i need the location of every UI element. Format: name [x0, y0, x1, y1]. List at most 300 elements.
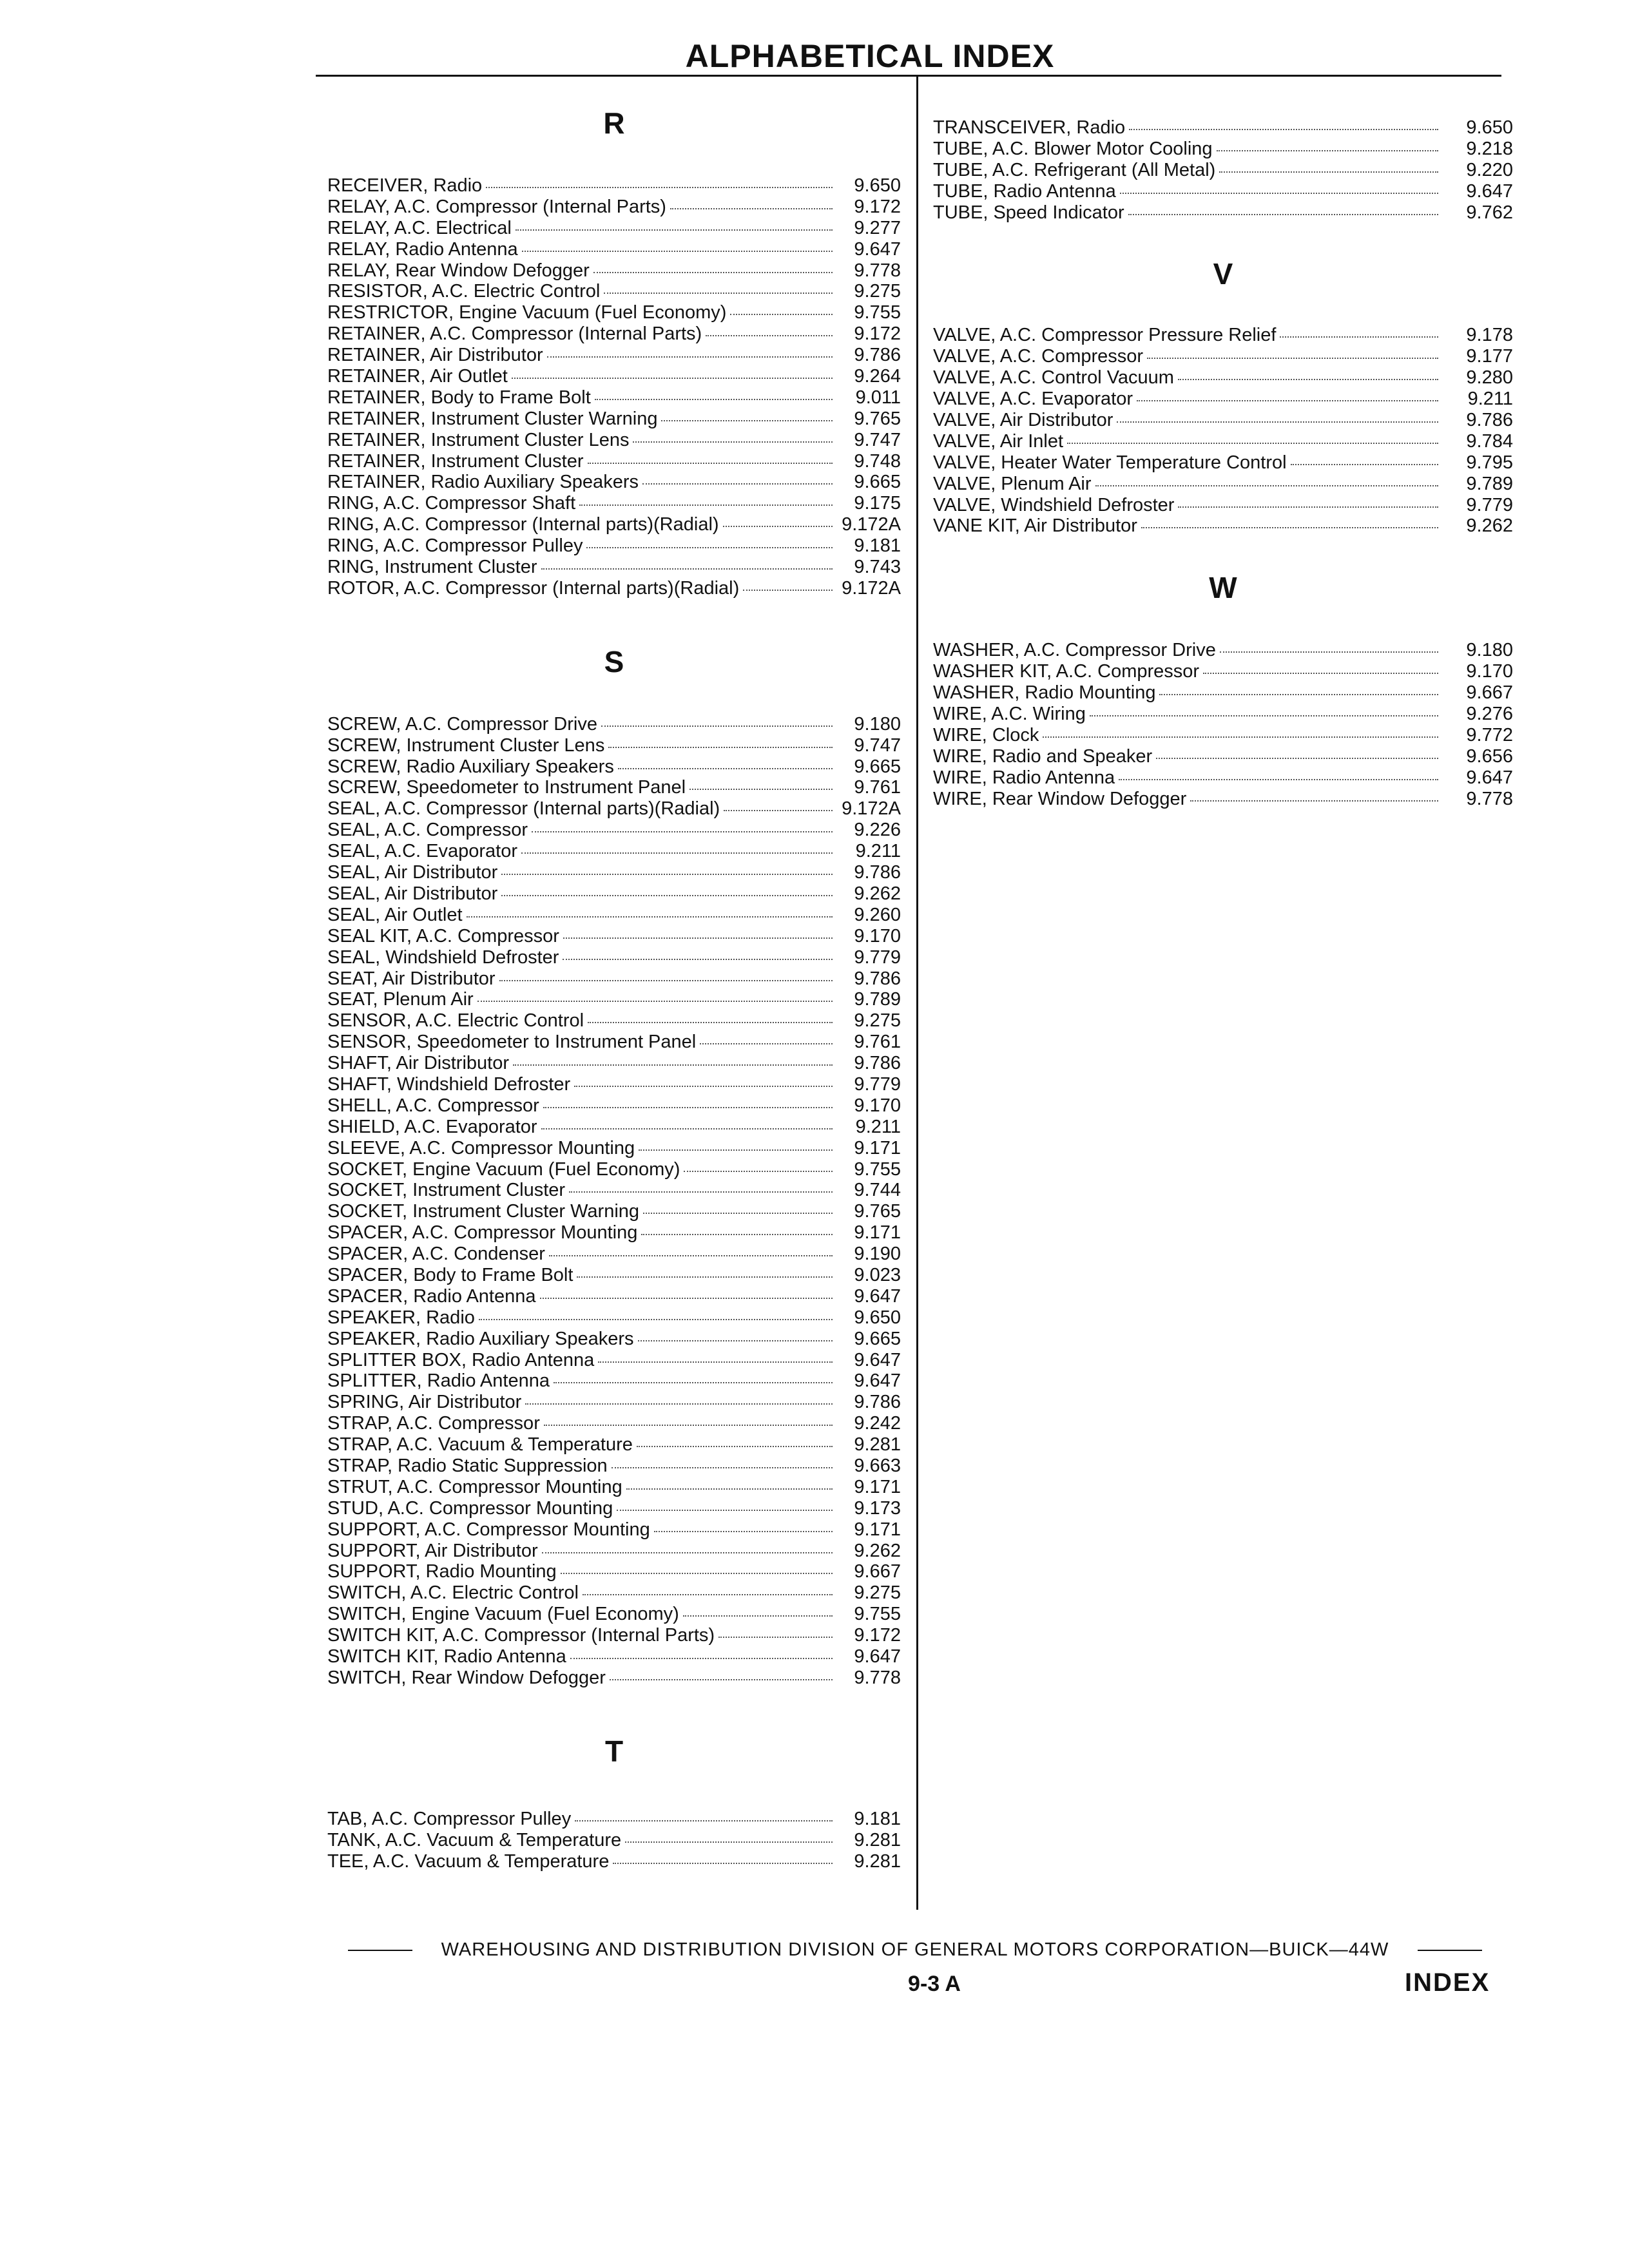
index-entry	[327, 535, 901, 557]
index-entry	[327, 926, 901, 947]
dot-leader	[499, 980, 833, 981]
dot-leader	[593, 272, 833, 273]
entry-label: VALVE, Heater Water Temperature Control	[933, 452, 1287, 473]
index-section	[327, 642, 901, 1689]
entry-label: SEAL, Air Outlet	[327, 904, 463, 925]
index-entry	[327, 777, 901, 798]
index-entry	[327, 1032, 901, 1053]
index-entry	[933, 181, 1513, 202]
entry-page: 9.178	[1466, 325, 1513, 346]
entry-label: WIRE, Radio and Speaker	[933, 745, 1153, 767]
entry-page: 9.647	[1466, 180, 1513, 202]
entry-page: 9.656	[1466, 745, 1513, 767]
entry-label: TANK, A.C. Vacuum & Temperature	[327, 1829, 622, 1850]
entry-page: 9.211	[855, 1116, 901, 1137]
dot-leader	[743, 590, 833, 591]
left-column	[327, 103, 901, 1872]
entry-label: WIRE, A.C. Wiring	[933, 704, 1086, 725]
entry-label: RELAY, Radio Antenna	[327, 238, 518, 260]
dot-leader	[1280, 336, 1438, 338]
entry-label: VALVE, A.C. Compressor Pressure Relief	[933, 325, 1277, 346]
dot-leader	[689, 789, 833, 790]
entry-label: SWITCH KIT, Radio Antenna	[327, 1646, 566, 1667]
entry-label: RETAINER, Air Distributor	[327, 345, 543, 366]
entry-page: 9.280	[1466, 367, 1513, 389]
index-entry	[327, 578, 901, 599]
entry-page: 9.172	[854, 323, 901, 345]
entry-page: 9.765	[854, 1201, 901, 1222]
entry-label: RESTRICTOR, Engine Vacuum (Fuel Economy)	[327, 302, 727, 323]
index-entry	[327, 281, 901, 302]
dot-leader	[543, 1107, 833, 1108]
entry-label: SEAL, A.C. Evaporator	[327, 841, 517, 862]
dot-leader	[670, 208, 833, 209]
entry-label: RETAINER, Radio Auxiliary Speakers	[327, 472, 639, 493]
entry-label: SCREW, Instrument Cluster Lens	[327, 735, 605, 756]
index-entry	[327, 451, 901, 472]
dot-leader	[1120, 193, 1438, 194]
entry-label: SENSOR, A.C. Electric Control	[327, 1010, 584, 1032]
entry-label: SWITCH, A.C. Electric Control	[327, 1582, 579, 1604]
entry-page: 9.786	[854, 1392, 901, 1413]
dot-leader	[549, 1255, 833, 1256]
entry-label: VALVE, Air Distributor	[933, 410, 1113, 431]
entry-page: 9.181	[854, 535, 901, 557]
index-entry	[327, 1498, 901, 1519]
index-entry	[327, 1625, 901, 1646]
entry-page: 9.747	[854, 429, 901, 450]
index-entry	[327, 1519, 901, 1541]
dot-leader	[467, 916, 833, 918]
entry-label: ROTOR, A.C. Compressor (Internal parts)(Radial)	[327, 577, 740, 599]
entry-page: 9.778	[854, 260, 901, 281]
index-entry	[327, 323, 901, 345]
entry-label: SHELL, A.C. Compressor	[327, 1095, 539, 1116]
index-entry	[327, 798, 901, 820]
section-letter: S	[604, 644, 624, 678]
dot-leader	[598, 1361, 833, 1363]
entry-page: 9.262	[854, 883, 901, 904]
entry-label: SWITCH KIT, A.C. Compressor (Internal Parts)	[327, 1625, 715, 1646]
entry-label: SCREW, Speedometer to Instrument Panel	[327, 777, 686, 798]
entry-label: RETAINER, Instrument Cluster Warning	[327, 408, 658, 429]
entry-page: 9.177	[1466, 346, 1513, 367]
index-entry	[327, 1265, 901, 1286]
section-letter: T	[604, 1734, 624, 1768]
index-entry	[327, 1456, 901, 1477]
entry-label: SHIELD, A.C. Evaporator	[327, 1116, 537, 1137]
index-entry	[327, 1477, 901, 1498]
entry-page: 9.755	[854, 1158, 901, 1180]
entry-page: 9.281	[854, 1434, 901, 1456]
entry-page: 9.789	[854, 989, 901, 1010]
dot-leader	[1190, 800, 1438, 802]
entry-page: 9.171	[854, 1519, 901, 1540]
entry-page: 9.171	[854, 1137, 901, 1158]
column-divider	[916, 77, 918, 1910]
entry-label: SCREW, Radio Auxiliary Speakers	[327, 756, 614, 777]
entry-label: SEAL KIT, A.C. Compressor	[327, 925, 559, 947]
dot-leader	[486, 187, 833, 188]
entry-label: SOCKET, Instrument Cluster Warning	[327, 1201, 640, 1222]
index-entry	[327, 989, 901, 1010]
dot-leader	[479, 1319, 833, 1320]
entry-page: 9.786	[1466, 410, 1513, 431]
dot-leader	[643, 1213, 833, 1214]
dot-leader	[570, 1658, 833, 1659]
dot-leader	[637, 1446, 833, 1447]
entry-page: 9.211	[855, 841, 901, 862]
entry-page: 9.667	[1466, 682, 1513, 704]
dot-leader	[569, 1191, 833, 1193]
dot-leader	[554, 1382, 833, 1383]
index-entry	[327, 1117, 901, 1138]
index-entry	[327, 1329, 901, 1350]
entry-label: SENSOR, Speedometer to Instrument Panel	[327, 1032, 697, 1053]
index-entry	[933, 661, 1513, 682]
dot-leader	[541, 568, 833, 570]
entry-label: TUBE, Speed Indicator	[933, 202, 1124, 223]
index-entry	[327, 557, 901, 578]
footer-text: WAREHOUSING AND DISTRIBUTION DIVISION OF GENERAL MOTORS CORPORATION—BUICK—44W	[441, 1939, 1389, 1960]
index-entry	[933, 474, 1513, 495]
entry-page: 9.172A	[842, 514, 901, 535]
entry-label: VALVE, Windshield Defroster	[933, 494, 1175, 515]
dot-leader	[1067, 443, 1438, 444]
entry-page: 9.647	[854, 1370, 901, 1392]
entry-page: 9.242	[854, 1413, 901, 1434]
dot-leader	[661, 420, 833, 421]
dot-leader	[1203, 673, 1438, 674]
entry-label: TAB, A.C. Compressor Pulley	[327, 1808, 572, 1829]
entry-label: SUPPORT, Air Distributor	[327, 1540, 538, 1561]
entry-page: 9.778	[1466, 788, 1513, 809]
entry-page: 9.190	[854, 1244, 901, 1265]
entry-label: VALVE, A.C. Compressor	[933, 346, 1144, 367]
index-entry	[933, 452, 1513, 474]
index-entry	[327, 430, 901, 451]
index-entry	[327, 514, 901, 535]
entry-list	[327, 175, 901, 599]
dot-leader	[700, 1043, 833, 1044]
entry-page: 9.665	[854, 756, 901, 777]
page-title: ALPHABETICAL INDEX	[685, 38, 1055, 74]
entry-label: RESISTOR, A.C. Electric Control	[327, 281, 601, 302]
entry-page: 9.011	[855, 387, 901, 408]
index-entry	[327, 408, 901, 430]
index-entry	[327, 1646, 901, 1667]
entry-label: WIRE, Radio Antenna	[933, 767, 1115, 788]
index-entry	[327, 1413, 901, 1434]
entry-page: 9.180	[1466, 640, 1513, 661]
entry-label: RELAY, A.C. Electrical	[327, 217, 512, 238]
entry-page: 9.786	[854, 862, 901, 883]
entry-label: WASHER, Radio Mounting	[933, 682, 1156, 704]
entry-page: 9.262	[1466, 515, 1513, 537]
dot-leader	[522, 251, 833, 252]
entry-label: VALVE, A.C. Control Vacuum	[933, 367, 1174, 389]
entry-page: 9.748	[854, 450, 901, 472]
dot-leader	[501, 874, 833, 875]
index-entry	[327, 1851, 901, 1872]
index-entry	[327, 260, 901, 282]
right-column	[933, 117, 1513, 809]
entry-label: RING, A.C. Compressor Shaft	[327, 493, 576, 514]
index-entry	[327, 366, 901, 387]
dot-leader	[1128, 214, 1438, 215]
dot-leader	[547, 356, 833, 358]
entry-page: 9.170	[854, 925, 901, 947]
entry-page: 9.277	[854, 217, 901, 238]
entry-label: SPACER, Radio Antenna	[327, 1285, 536, 1307]
dot-leader	[586, 547, 833, 548]
entry-page: 9.172	[854, 196, 901, 217]
index-entry	[327, 1053, 901, 1074]
dot-leader	[1137, 400, 1438, 401]
index-entry	[327, 1010, 901, 1032]
index-entry	[327, 239, 901, 260]
index-entry	[327, 1604, 901, 1625]
entry-page: 9.172A	[842, 577, 901, 599]
entry-page: 9.647	[854, 1646, 901, 1667]
index-entry	[933, 139, 1513, 160]
entry-page: 9.761	[854, 1032, 901, 1053]
entry-label: SWITCH, Rear Window Defogger	[327, 1667, 606, 1688]
index-entry	[327, 883, 901, 905]
entry-label: SEAL, A.C. Compressor (Internal parts)(Radial)	[327, 798, 720, 820]
index-entry	[933, 682, 1513, 704]
index-entry	[327, 1541, 901, 1562]
index-entry	[933, 160, 1513, 181]
index-entry	[327, 218, 901, 239]
entry-page: 9.779	[1466, 494, 1513, 515]
entry-page: 9.647	[1466, 767, 1513, 788]
index-entry	[327, 1095, 901, 1117]
entry-label: SOCKET, Instrument Cluster	[327, 1180, 566, 1201]
index-entry	[327, 756, 901, 778]
entry-label: SEAL, Air Distributor	[327, 883, 498, 904]
entry-list	[933, 117, 1513, 223]
dot-leader	[1219, 171, 1438, 173]
entry-page: 9.175	[854, 493, 901, 514]
entry-label: SPACER, A.C. Compressor Mounting	[327, 1222, 638, 1244]
index-entry	[327, 947, 901, 968]
entry-page: 9.172	[854, 1625, 901, 1646]
dot-leader	[612, 1467, 833, 1468]
entry-label: SPEAKER, Radio Auxiliary Speakers	[327, 1328, 634, 1349]
index-entry	[327, 1434, 901, 1456]
entry-label: SHAFT, Air Distributor	[327, 1053, 509, 1074]
entry-page: 9.171	[854, 1476, 901, 1497]
entry-label: SEAL, A.C. Compressor	[327, 820, 528, 841]
entry-label: TUBE, A.C. Blower Motor Cooling	[933, 138, 1213, 159]
entry-page: 9.779	[854, 947, 901, 968]
footer-dash-right	[1418, 1950, 1482, 1951]
dot-leader	[1090, 715, 1438, 716]
index-entry	[933, 767, 1513, 789]
entry-label: STRAP, A.C. Compressor	[327, 1413, 540, 1434]
index-entry	[933, 789, 1513, 810]
dot-leader	[617, 1510, 833, 1511]
dot-leader	[532, 831, 833, 832]
dot-leader	[579, 505, 833, 506]
index-entry	[327, 1222, 901, 1244]
entry-label: VANE KIT, Air Distributor	[933, 515, 1137, 537]
entry-page: 9.779	[854, 1073, 901, 1095]
entry-label: WASHER KIT, A.C. Compressor	[933, 661, 1200, 682]
dot-leader	[618, 768, 833, 769]
index-section	[327, 103, 901, 599]
entry-page: 9.786	[854, 345, 901, 366]
index-entry	[327, 1201, 901, 1222]
index-entry	[327, 968, 901, 990]
index-entry	[327, 1244, 901, 1265]
index-entry	[327, 735, 901, 756]
index-entry	[933, 495, 1513, 516]
entry-page: 9.665	[854, 472, 901, 493]
index-section	[933, 254, 1513, 537]
dot-leader	[516, 229, 833, 231]
dot-leader	[563, 959, 833, 960]
dot-leader	[513, 1064, 833, 1066]
dot-leader	[601, 726, 833, 727]
entry-label: RING, Instrument Cluster	[327, 557, 537, 578]
entry-page: 9.023	[854, 1264, 901, 1285]
index-entry	[933, 346, 1513, 367]
index-entry	[933, 640, 1513, 661]
dot-leader	[1178, 379, 1438, 380]
entry-page: 9.281	[854, 1850, 901, 1872]
index-entry	[327, 841, 901, 862]
entry-label: SUPPORT, A.C. Compressor Mounting	[327, 1519, 650, 1540]
index-entry	[933, 202, 1513, 224]
entry-label: WASHER, A.C. Compressor Drive	[933, 640, 1216, 661]
entry-page: 9.171	[854, 1222, 901, 1244]
entry-label: RETAINER, Instrument Cluster Lens	[327, 429, 630, 450]
index-entry	[327, 820, 901, 841]
index-entry	[933, 410, 1513, 431]
dot-leader	[706, 335, 833, 336]
index-section	[933, 117, 1513, 223]
dot-leader	[561, 1573, 833, 1574]
entry-page: 9.647	[854, 238, 901, 260]
entry-label: SPLITTER BOX, Radio Antenna	[327, 1349, 595, 1370]
dot-leader	[1220, 651, 1438, 653]
entry-page: 9.755	[854, 302, 901, 323]
entry-label: RECEIVER, Radio	[327, 175, 483, 196]
index-entry	[933, 367, 1513, 389]
entry-label: TUBE, A.C. Refrigerant (All Metal)	[933, 159, 1216, 180]
dot-leader	[626, 1488, 833, 1490]
dot-leader	[639, 1149, 833, 1151]
entry-label: SWITCH, Engine Vacuum (Fuel Economy)	[327, 1604, 679, 1625]
index-entry	[327, 1350, 901, 1371]
entry-page: 9.761	[854, 777, 901, 798]
dot-leader	[642, 483, 833, 485]
index-entry	[327, 1180, 901, 1201]
entry-page: 9.789	[1466, 473, 1513, 494]
entry-list	[933, 640, 1513, 809]
entry-page: 9.762	[1466, 202, 1513, 223]
entry-page: 9.180	[854, 713, 901, 735]
index-entry	[327, 1561, 901, 1582]
dot-leader	[1291, 464, 1438, 465]
dot-leader	[577, 1276, 833, 1278]
index-entry	[327, 1392, 901, 1413]
entry-label: SPACER, A.C. Condenser	[327, 1244, 545, 1265]
dot-leader	[1095, 485, 1438, 486]
entry-page: 9.218	[1466, 138, 1513, 159]
page-number: 9-3 A	[908, 1972, 961, 1996]
entry-label: STUD, A.C. Compressor Mounting	[327, 1497, 613, 1519]
dot-leader	[718, 1637, 833, 1638]
section-letter: R	[603, 106, 625, 140]
dot-leader	[574, 1086, 833, 1087]
dot-leader	[541, 1128, 833, 1129]
dot-leader	[604, 293, 833, 294]
entry-page: 9.755	[854, 1604, 901, 1625]
entry-label: SOCKET, Engine Vacuum (Fuel Economy)	[327, 1158, 680, 1180]
entry-page: 9.220	[1466, 159, 1513, 180]
entry-label: WIRE, Rear Window Defogger	[933, 788, 1187, 809]
entry-page: 9.211	[1467, 389, 1513, 410]
dot-leader	[1217, 150, 1438, 151]
entry-page: 9.795	[1466, 452, 1513, 473]
entry-page: 9.786	[854, 968, 901, 989]
dot-leader	[625, 1841, 833, 1843]
entry-page: 9.647	[854, 1285, 901, 1307]
index-section	[327, 1731, 901, 1872]
index-entry	[933, 117, 1513, 139]
entry-label: SEAL, Air Distributor	[327, 862, 498, 883]
entry-label: TUBE, Radio Antenna	[933, 180, 1116, 202]
dot-leader	[525, 1403, 833, 1405]
entry-page: 9.276	[1466, 704, 1513, 725]
entry-label: SCREW, A.C. Compressor Drive	[327, 713, 597, 735]
index-entry	[327, 1286, 901, 1307]
section-letter: V	[1213, 257, 1233, 291]
entry-label: RING, A.C. Compressor Pulley	[327, 535, 583, 557]
entry-label: STRAP, Radio Static Suppression	[327, 1455, 608, 1476]
entry-label: STRUT, A.C. Compressor Mounting	[327, 1476, 622, 1497]
dot-leader	[1119, 779, 1438, 780]
index-entry	[933, 746, 1513, 767]
index-entry	[327, 1809, 901, 1830]
dot-leader	[501, 895, 833, 896]
index-entry	[933, 725, 1513, 746]
entry-label: WIRE, Clock	[933, 724, 1039, 745]
entry-label: SHAFT, Windshield Defroster	[327, 1073, 571, 1095]
dot-leader	[723, 526, 833, 527]
dot-leader	[1178, 506, 1438, 508]
index-tag: INDEX	[1405, 1968, 1490, 1997]
index-entry	[327, 1582, 901, 1604]
index-entry	[327, 493, 901, 514]
footer-dash-left	[348, 1950, 412, 1951]
dot-leader	[583, 1594, 833, 1595]
index-entry	[327, 472, 901, 493]
entry-label: STRAP, A.C. Vacuum & Temperature	[327, 1434, 633, 1456]
entry-label: VALVE, Air Inlet	[933, 430, 1064, 452]
dot-leader	[1159, 694, 1438, 695]
entry-label: SPRING, Air Distributor	[327, 1392, 522, 1413]
dot-leader	[641, 1234, 833, 1235]
dot-leader	[1156, 758, 1438, 759]
dot-leader	[730, 314, 833, 315]
index-entry	[327, 714, 901, 735]
entry-page: 9.778	[854, 1667, 901, 1688]
entry-page: 9.170	[854, 1095, 901, 1116]
